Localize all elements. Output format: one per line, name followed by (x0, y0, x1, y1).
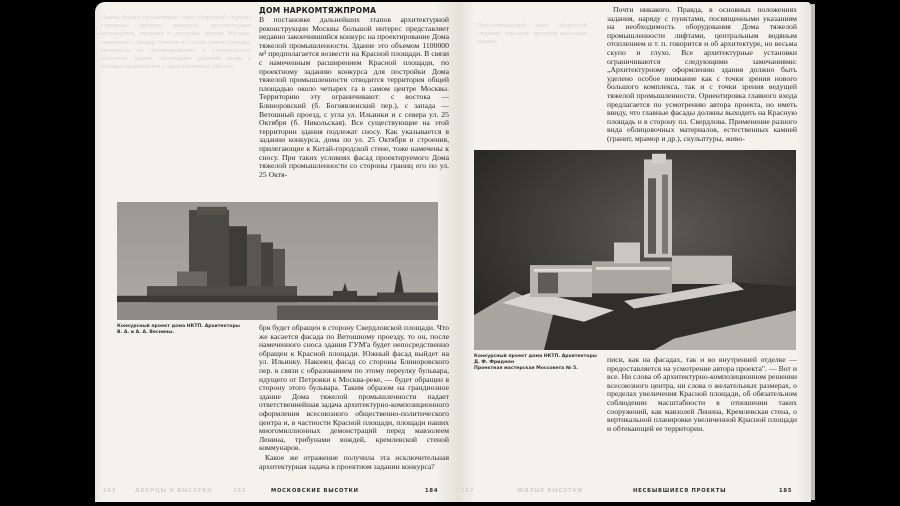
show-through-text-right: Просвечивающий текст оборотной стороны: описание проектов высотных зданий. (477, 22, 587, 46)
right-page (457, 2, 811, 502)
running-footer-section: МОСКОВСКИЕ ВЫСОТКИ (271, 488, 359, 494)
body-paragraph-3: Какое же отражение получила эта исключительная архитектурная задача в проектном задании конкурса? (259, 453, 449, 471)
figure-caption-left (117, 324, 247, 336)
body-paragraph-1: В постановке дальнейших этапов архитектурной реконструкции Москвы большой интерес представляет недавно закончившийся конкурс на проектирование Дома тяжелой промышленности. Здание это объемом 1100000 м³ предполагается возвести на Красной площади. В связи с намеченным расширением Красной площади, по проектному заданию конкурса для постройки Дома тяжелой промышленности отводится территория общей площадью около четырех га в самом центре Москвы. Территорию эту ограничивают: с востока — Блиноровский (б. Богоявленский пер.), с запада — Ветошный проезд, с угла ул. Ильинки и с севера ул. 25 Октября (б. Никольская). Все существующие на этой территории здания подлежат сносу. Как указывается в задании конкурса, дома по ул. 25 Октября и строения, прилегающие к Китай-городской стене, тоже намечены к сносу. При таких условиях фасад проектируемого Дома тяжелой промышленности со стороны границ его по ул. 25 Октя- (259, 15, 449, 179)
caption-line-2: В. А. и А. А. Веснины. (117, 330, 175, 336)
page-number-right: 185 (779, 488, 793, 494)
page-stack-edge (811, 4, 815, 500)
body-paragraph-2-right: писи, как на фасадах, так и во внутренней отделке — предоставляется на усмотрение автора проекта". — Вот и все. Ни слова об архитектурно-композиционном решении всесоюзного центра, ни слова о желательных размерах, о пределах увеличения Красной площади, об обязательном соблюдении масштабности в отношении таких сооружений, как мавзолей Ленина, Кремлевская стена, о вертикальной планировке увеличенной Красной площади и обтекающей ее территории. (607, 355, 797, 433)
ghost-footer-section: ДВОРЦЫ И ВЫСОТКИ (135, 488, 213, 494)
ghost-page-number: 183 (103, 488, 117, 494)
section-heading: ДОМ НАРКОМТЯЖПРОМА (259, 6, 377, 15)
ghost-footer-section-right: ЖИЛЫЕ ВЫСОТКИ (517, 488, 583, 494)
ghost-page-number-2: 182 (233, 488, 247, 494)
tower-rendering-illustration (117, 202, 438, 320)
building-model-photo (474, 150, 796, 350)
body-paragraph-2: бря будет обращен в сторону Свердловской площади. Что же касается фасада по Ветошному проезду, то он, после намеченного сноса здания ГУМ'а будет непосредственно обращен к Красной площади. Южный фасад выйдет на ул. Ильинку. Наконец фасад со стороны Блиноровского пер. в связи с образованием по этому переулку бульвара, идущего от Петровки к Москва-реке, — будет обращен в сторону этого бульвара. Таким образом на грандиозное здание Дома тяжелой промышленности падает ответственнейшая задача архитектурно-композиционного оформления всесоюзного общественно-политического центра и, в частности Красной площади, площади наших многомиллионных демонстраций перед мавзолеем Ленина, трибунами вождей, кремлевской стеной коммунаров. (259, 323, 449, 453)
running-footer-section-right: НЕСБЫВШИЕСЯ ПРОЕКТЫ (633, 488, 727, 494)
left-page (95, 2, 457, 502)
body-paragraph-1-right: Почти никакого. Правда, в основных положениях задания, наряду с пунктами, посвященными указаниям на необходимость оборудования Дома тяжелой промышленности лифтами, центральным водяным отоплением и т. п. говорится и об архитектуре, но весьма скупо и глухо. Все архитектурные установки ограничиваются следующими замечаниями: „Архитектурному оформлению здания должно быть уделено особое внимание как с точки зрения нового большого комплекса, так и с точки зрения ведущей тяжелой промышленности. Ориентировка главного входа предлагается по усмотрению автора проекта, но иметь ввиду, что главные фасады должны выходить на Красную площадь и в сторону пл. Свердлова. Применение разного вида облицовочных материалов, естественных камней (гранит, мрамор и др.), скульптуры, живо- (607, 5, 797, 143)
caption-line-1-right: Конкурсный проект дома НКТП. Архитекторы Д. Ф. Фридман (474, 354, 597, 366)
page-number-left: 184 (425, 488, 439, 494)
ghost-page-number-right: 187 (461, 488, 475, 494)
figure-caption-right (474, 354, 602, 373)
caption-line-2-right: Проектная мастерская Моссовета № 5. (474, 366, 578, 372)
figure-fridman-project (474, 150, 796, 350)
show-through-text: Сквозь бумагу просвечивает текст оборотной стороны страницы: проекты конкурса, архитектурные обсуждения, сведения о застройке центра Москвы, замечания о Дворце Советов и о плане реконструкции, материалы по проектированию и строительству высотных зданий, обсуждение решений жюри и отзывы специалистов о представленных работах. (101, 14, 251, 71)
figure-vesnin-project (117, 202, 438, 320)
caption-line-1: Конкурсный проект дома НКТП. Архитекторы (117, 324, 240, 329)
